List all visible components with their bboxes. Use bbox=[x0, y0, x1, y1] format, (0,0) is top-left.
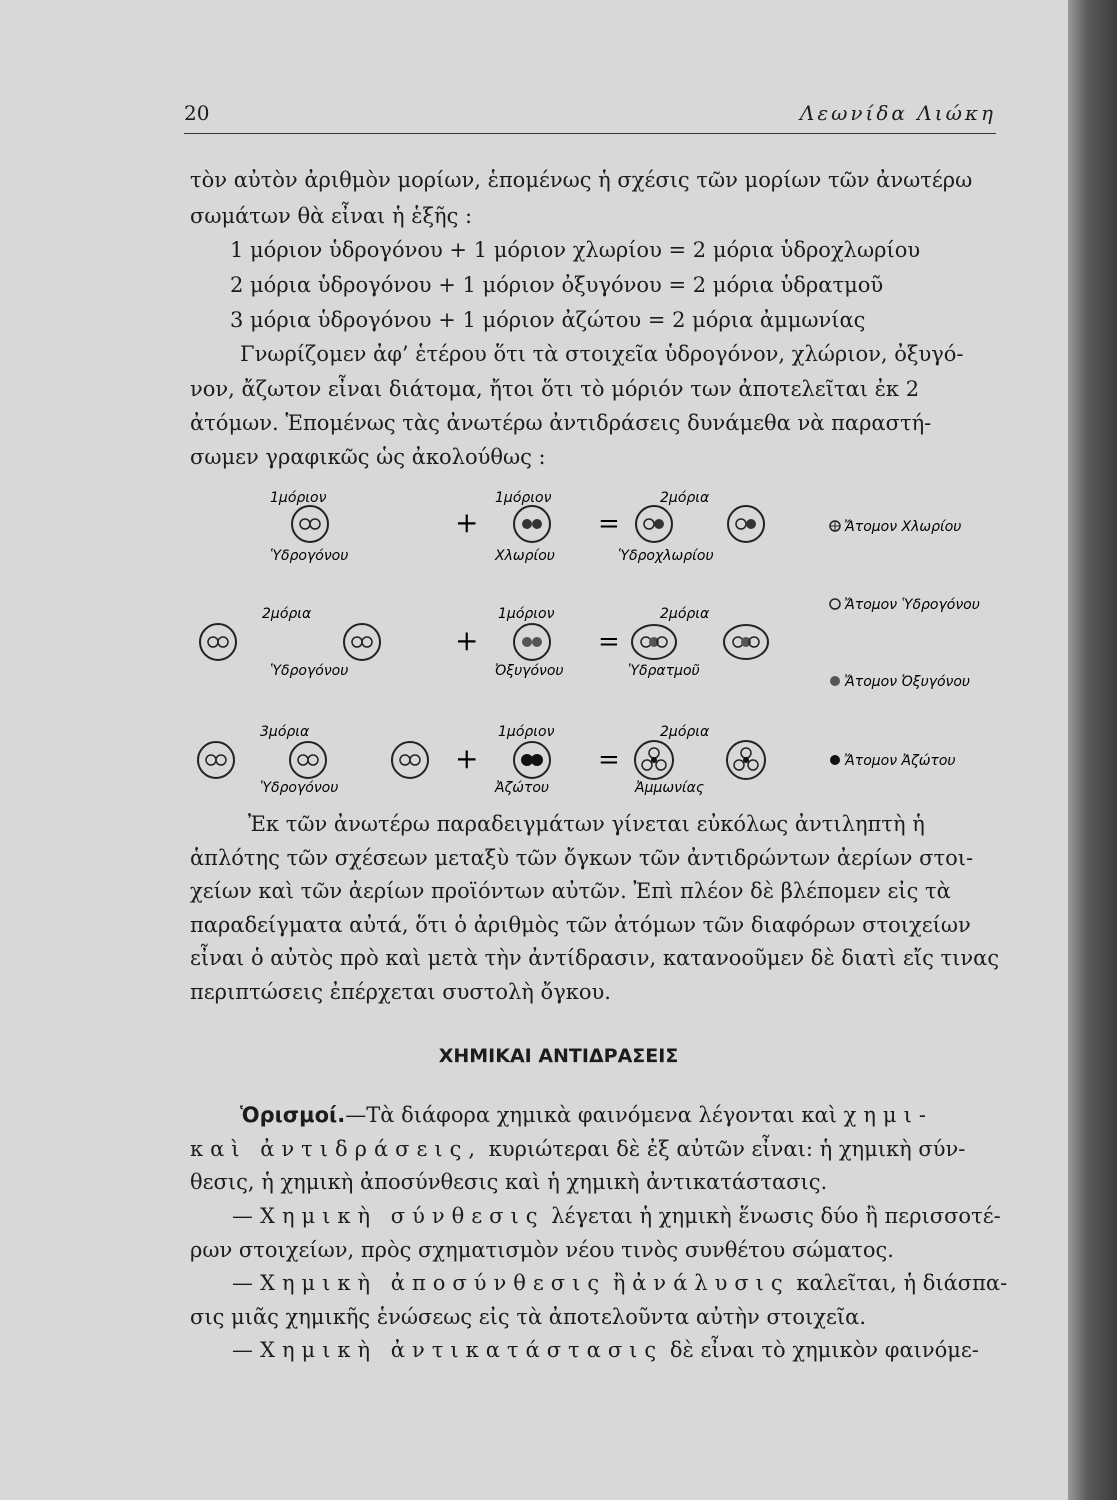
legend-chlorine: Ἄτομον Χλωρίου bbox=[844, 519, 962, 535]
water-molecule-icon bbox=[632, 625, 676, 659]
text-line: ρων στοιχείων, πρὸς σχηματισμὸν νέου τινὸς συνθέτου σώματος. bbox=[190, 1238, 894, 1262]
text-span: λέγεται ἡ χημικὴ ἕνωσις δύο ἢ περισσοτέ- bbox=[551, 1204, 1001, 1228]
equals-sign: = bbox=[598, 509, 620, 539]
label-top-right-3: 2μόρια bbox=[660, 724, 710, 740]
hydrogen-molecule-icon bbox=[198, 742, 234, 778]
section-heading: ΧΗΜΙΚΑΙ ΑΝΤΙΔΡΑΣΕΙΣ bbox=[438, 1045, 679, 1067]
text-line: ἀτόμων. Ἑπομένως τὰς ἀνωτέρω ἀντιδράσεις δυνάμεθα νὰ παραστή- bbox=[190, 411, 932, 435]
spaced-text: χημι- bbox=[843, 1103, 933, 1127]
hydrogen-molecule-icon bbox=[290, 742, 326, 778]
equation-line: 1 μόριον ὑδρογόνου + 1 μόριον χλωρίου = 2 μόρια ὑδροχλωρίου bbox=[230, 238, 921, 262]
text-line: περιπτώσεις ἐπέρχεται συστολὴ ὄγκου. bbox=[190, 980, 611, 1004]
spaced-text: ἀνάλυσις bbox=[632, 1271, 790, 1295]
plus-sign: + bbox=[455, 624, 479, 657]
text-line: χείων καὶ τῶν ἀερίων προϊόντων αὐτῶν. Ἐπὶ πλέον δὲ βλέπομεν εἰς τὰ bbox=[190, 879, 951, 903]
definition-line bbox=[232, 1338, 979, 1362]
header-rule bbox=[184, 133, 996, 134]
label-top-right-2: 2μόρια bbox=[660, 606, 710, 622]
plus-sign: + bbox=[455, 742, 479, 775]
label-bottom-mid-3: Ἀζώτου bbox=[495, 780, 550, 796]
legend-nitrogen: Ἄτομον Ἀζώτου bbox=[844, 753, 956, 769]
text-span: δὲ εἶναι τὸ χημικὸν φαινόμε- bbox=[669, 1338, 979, 1362]
text-span: ἢ bbox=[612, 1271, 626, 1295]
running-header: Λεωνίδα Λιώκη bbox=[799, 101, 996, 125]
text-line: Γνωρίζομεν ἀφ’ ἑτέρου ὅτι τὰ στοιχεῖα ὑδρογόνον, χλώριον, ὀξυγό- bbox=[240, 342, 964, 366]
spaced-text: καὶ ἀντιδράσεις, bbox=[190, 1137, 483, 1161]
label-bottom-right-3: Ἀμμωνίας bbox=[635, 780, 705, 796]
text-line: νον, ἄζωτον εἶναι διάτομα, ἤτοι ὅτι τὸ μόριόν των ἀποτελεῖται ἐκ 2 bbox=[190, 377, 920, 401]
text-line: Ἐκ τῶν ἀνωτέρω παραδειγμάτων γίνεται εὐκόλως ἀντιληπτὴ ἡ bbox=[248, 812, 925, 836]
text-line: σωμάτων θὰ εἶναι ἡ ἑξῆς : bbox=[190, 204, 473, 228]
text-span: καλεῖται, ἡ διάσπα- bbox=[796, 1271, 1008, 1295]
legend-oxygen: Ἄτομον Ὀξυγόνου bbox=[844, 674, 971, 690]
hydrogen-atom-icon bbox=[830, 599, 840, 609]
label-bottom-right-2: Ὑδρατμοῦ bbox=[628, 663, 700, 679]
text-line: ἁπλότης τῶν σχέσεων μεταξὺ τῶν ὄγκων τῶν ἀντιδρώντων ἀερίων στοι- bbox=[190, 846, 974, 870]
page-edge bbox=[1068, 0, 1117, 1500]
label-top-mid-3: 1μόριον bbox=[498, 724, 555, 740]
hydrogen-molecule-icon bbox=[392, 742, 428, 778]
nitrogen-molecule-icon bbox=[514, 742, 550, 778]
text-line: παραδείγματα αὐτά, ὅτι ὁ ἀριθμὸς τῶν ἀτόμων τῶν διαφόρων στοιχείων bbox=[190, 913, 971, 937]
spaced-text: —Χημικὴ ἀντικατάστασις bbox=[232, 1338, 664, 1362]
chlorine-molecule-icon bbox=[514, 506, 550, 542]
label-top-mid-1: 1μόριον bbox=[495, 490, 552, 506]
label-bottom-mid-1: Χλωρίου bbox=[495, 548, 555, 564]
equation-line: 3 μόρια ὑδρογόνου + 1 μόριον ἀζώτου = 2 μόρια ἀμμωνίας bbox=[230, 308, 866, 332]
water-molecule-icon bbox=[724, 625, 768, 659]
oxygen-molecule-icon bbox=[514, 624, 550, 660]
text-line: θεσις, ἡ χημικὴ ἀποσύνθεσις καὶ ἡ χημικὴ ἀντικατάστασις. bbox=[190, 1170, 828, 1194]
label-top-left-3: 3μόρια bbox=[260, 724, 310, 740]
spaced-text: —Χημικὴ ἀποσύνθεσις bbox=[232, 1271, 607, 1295]
label-bottom-left-1: Ὑδρογόνου bbox=[270, 548, 349, 564]
hydrogen-molecule-icon bbox=[292, 506, 328, 542]
hcl-molecule-icon bbox=[636, 506, 672, 542]
hydrogen-molecule-icon bbox=[344, 624, 380, 660]
label-top-mid-2: 1μόριον bbox=[498, 606, 555, 622]
equals-sign: = bbox=[598, 745, 620, 775]
equation-line: 2 μόρια ὑδρογόνου + 1 μόριον ὀξυγόνου = 2 μόρια ὑδρατμοῦ bbox=[230, 273, 884, 297]
molecule-diagram bbox=[170, 480, 1020, 810]
text-line: εἶναι ὁ αὐτὸς πρὸ καὶ μετὰ τὴν ἀντίδρασιν, κατανοοῦμεν δὲ διατὶ εἴς τινας bbox=[190, 946, 1000, 970]
ammonia-molecule-icon bbox=[727, 741, 765, 779]
equals-sign: = bbox=[598, 627, 620, 657]
text-span: —Τὰ διάφορα χημικὰ φαινόμενα λέγονται καὶ bbox=[345, 1103, 837, 1127]
label-bottom-right-1: Ὑδροχλωρίου bbox=[618, 548, 714, 564]
label-top-left-1: 1μόριον bbox=[270, 490, 327, 506]
ammonia-molecule-icon bbox=[635, 741, 673, 779]
hydrogen-molecule-icon bbox=[200, 624, 236, 660]
oxygen-atom-icon bbox=[830, 676, 840, 686]
label-bottom-left-2: Ὑδρογόνου bbox=[270, 663, 349, 679]
definition-line bbox=[190, 1137, 965, 1161]
legend-hydrogen: Ἄτομον Ὑδρογόνου bbox=[844, 597, 980, 613]
label-bottom-left-3: Ὑδρογόνου bbox=[260, 780, 339, 796]
text-span: κυριώτεραι δὲ ἐξ αὐτῶν εἶναι: ἡ χημικὴ σύν- bbox=[488, 1137, 966, 1161]
text-line: σις μιᾶς χημικῆς ἑνώσεως εἰς τὰ ἀποτελοῦντα αὐτὴν στοιχεῖα. bbox=[190, 1305, 866, 1329]
plus-sign: + bbox=[455, 506, 479, 539]
label-top-left-2: 2μόρια bbox=[262, 606, 312, 622]
spaced-text: —Χημικὴ σύνθεσις bbox=[232, 1204, 545, 1228]
definition-line bbox=[232, 1271, 1007, 1295]
definition-term: Ὁρισμοί. bbox=[240, 1103, 346, 1127]
label-top-right-1: 2μόρια bbox=[660, 490, 710, 506]
text-line: τὸν αὐτὸν ἀριθμὸν μορίων, ἑπομένως ἡ σχέσις τῶν μορίων τῶν ἀνωτέρω bbox=[190, 168, 973, 192]
nitrogen-atom-icon bbox=[830, 755, 840, 765]
hcl-molecule-icon bbox=[728, 506, 764, 542]
text-line: σωμεν γραφικῶς ὡς ἀκολούθως : bbox=[190, 445, 546, 469]
definition-line bbox=[240, 1103, 933, 1127]
definition-line bbox=[232, 1204, 1001, 1228]
page-number: 20 bbox=[184, 101, 210, 125]
label-bottom-mid-2: Ὀξυγόνου bbox=[495, 663, 564, 679]
